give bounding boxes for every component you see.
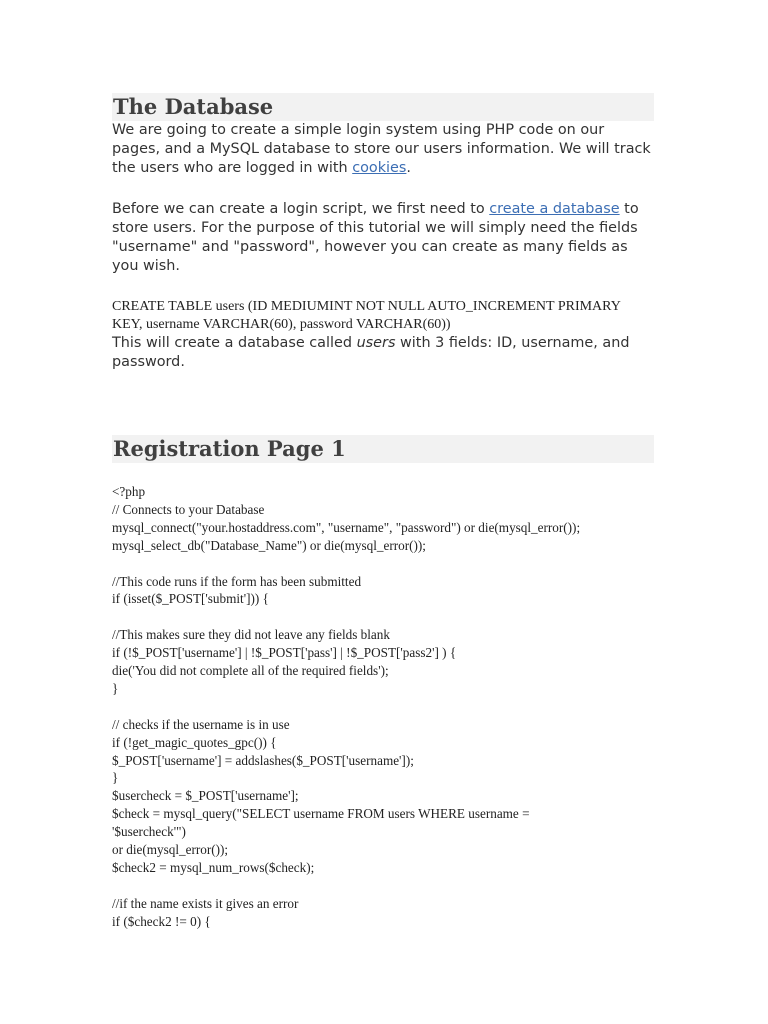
sql-create-table-code: CREATE TABLE users (ID MEDIUMINT NOT NULL AUTO_INCREMENT PRIMARY KEY, username VARCHAR(60), password VARCHAR(60)) [112, 299, 624, 332]
code-line: mysql_connect("your.hostaddress.com", "username", "password") or die(mysql_error()); [112, 519, 581, 535]
section-heading-registration: Registration Page 1 [112, 435, 654, 463]
intro-paragraph [112, 121, 654, 178]
code-line: // Connects to your Database [112, 501, 265, 517]
cookies-link[interactable]: cookies [352, 160, 407, 176]
code-line: if (!$_POST['username'] | !$_POST['pass'] | !$_POST['pass2'] ) { [112, 645, 457, 661]
code-line: mysql_select_db("Database_Name") or die(mysql_error()); [112, 537, 426, 553]
code-line: $usercheck = $_POST['username']; [112, 788, 299, 804]
code-line: $check = mysql_query("SELECT username FROM users WHERE username = [112, 806, 530, 822]
document-page [112, 93, 654, 931]
php-code-block [112, 483, 654, 931]
code-line: if (isset($_POST['submit'])) { [112, 591, 269, 607]
code-line [112, 877, 654, 895]
code-line: //This makes sure they did not leave any fields blank [112, 627, 390, 643]
code-line: //This code runs if the form has been submitted [112, 573, 362, 589]
database-text: Before we can create a login script, we first need to [112, 201, 490, 217]
code-line: die('You did not complete all of the required fields'); [112, 663, 389, 679]
code-line: } [112, 770, 119, 786]
code-line: } [112, 680, 119, 696]
code-line: if (!get_magic_quotes_gpc()) { [112, 734, 277, 750]
code-line: or die(mysql_error()); [112, 842, 229, 858]
result-text-end: with 3 fields: ID, username, and password. [112, 335, 630, 370]
code-line: if ($check2 != 0) { [112, 913, 211, 929]
code-line: // checks if the username is in use [112, 716, 290, 732]
code-line: $check2 = mysql_num_rows($check); [112, 859, 315, 875]
users-emphasis: users [356, 335, 396, 351]
database-text-end: to store users. For the purpose of this tutorial we will simply need the fields "username" and "password", however you can create as many fields as you wish. [112, 201, 639, 274]
code-line: <?php [112, 484, 146, 499]
intro-text: We are going to create a simple login system using PHP code on our pages, and a MySQL database to store our users information. We will track the users who are logged in with [112, 122, 651, 176]
code-line: //if the name exists it gives an error [112, 895, 299, 911]
code-line [112, 698, 654, 716]
result-paragraph [112, 334, 654, 372]
database-paragraph [112, 200, 654, 276]
result-text: This will create a database called [112, 335, 357, 351]
code-line: $_POST['username'] = addslashes($_POST['username']); [112, 752, 414, 768]
code-line [112, 608, 654, 626]
code-line: '$usercheck'") [112, 824, 186, 840]
section-heading-database: The Database [112, 93, 654, 121]
code-line [112, 555, 654, 573]
intro-text-end: . [406, 160, 411, 176]
create-database-link[interactable]: create a database [489, 201, 620, 217]
